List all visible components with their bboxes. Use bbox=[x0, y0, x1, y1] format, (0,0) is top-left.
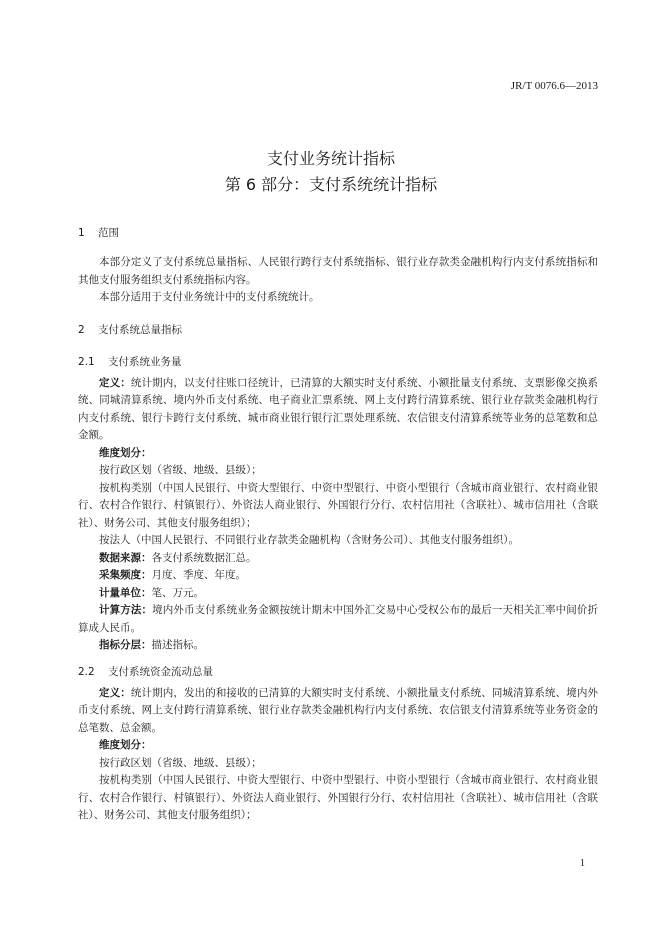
dimension-institution: 按机构类别（中国人民银行、中资大型银行、中资中型银行、中资小型银行（含城市商业银行、农村商业银行、农村合作银行、村镇银行）、外资法人商业银行、外国银行分行、农村信用社（含联社）、城市信用社（含联社）、财务公司、其他支付服务组织）； bbox=[78, 774, 598, 821]
dimension-institution: 按机构类别（中国人民银行、中资大型银行、中资中型银行、中资小型银行（含城市商业银行、农村商业银行、农村合作银行、村镇银行）、外资法人商业银行、外国银行分行、农村信用社（含联社）、城市信用社（含联社）、财务公司、其他支付服务组织）； bbox=[78, 481, 598, 529]
indicator-level bbox=[78, 637, 598, 655]
document-subtitle: 第 6 部分：支付系统统计指标 bbox=[224, 175, 438, 194]
calculation-method-text: 境内外币支付系统业务金额按统计期末中国外汇交易中心受权公布的最后一天相关汇率中间价折算成人民币。 bbox=[78, 604, 599, 634]
document-body bbox=[78, 226, 598, 825]
scope-paragraph-2: 本部分适用于支付业务统计中的支付系统统计。 bbox=[99, 291, 320, 303]
scope-paragraph-1: 本部分定义了支付系统总量指标、人民银行跨行支付系统指标、银行业存款类金融机构行内支付系统指标和其他支付服务组织支付系统指标内容。 bbox=[78, 256, 598, 286]
section-number: 1 bbox=[78, 227, 85, 239]
definition-paragraph bbox=[78, 375, 598, 445]
measurement-unit-label: 计量单位： bbox=[99, 586, 152, 599]
definition-text: 统计期内，发出的和接收的已清算的大额实时支付系统、小额批量支付系统、同城清算系统、境内外币支付系统、网上支付跨行清算系统、银行业存款类金融机构行内支付系统、农信银支付清算系统等业务资金的总笔数、总金额。 bbox=[78, 686, 598, 734]
section-2-heading bbox=[78, 323, 598, 337]
section-title: 范围 bbox=[98, 227, 119, 239]
dimension-legal: 按法人（中国人民银行、不同银行业存款类金融机构（含财务公司）、其他支付服务组织）。 bbox=[99, 534, 519, 546]
dimension-label: 维度划分： bbox=[99, 739, 152, 751]
collection-frequency-text: 月度、季度、年度。 bbox=[151, 569, 246, 581]
definition-paragraph bbox=[78, 685, 598, 738]
document-title: 支付业务统计指标 bbox=[266, 149, 395, 168]
indicator-level-text: 描述指标。 bbox=[151, 639, 204, 651]
definition-label: 定义： bbox=[99, 686, 131, 699]
dimension-label-line bbox=[78, 737, 598, 755]
section-1-heading bbox=[78, 226, 598, 240]
page-number: 1 bbox=[580, 858, 585, 869]
standard-code: JR/T 0076.6—2013 bbox=[510, 80, 598, 92]
calculation-method bbox=[78, 602, 598, 637]
dimension-label: 维度划分： bbox=[99, 446, 152, 459]
dimension-label-line bbox=[78, 445, 598, 463]
section-title: 支付系统业务量 bbox=[108, 355, 182, 368]
calculation-method-label: 计算方法： bbox=[99, 604, 153, 616]
dimension-region: 按行政区划（省级、地级、县级）； bbox=[99, 464, 262, 476]
measurement-unit bbox=[78, 585, 598, 603]
section-title: 支付系统总量指标 bbox=[98, 323, 182, 336]
data-source bbox=[78, 550, 598, 568]
measurement-unit-text: 笔、万元。 bbox=[151, 586, 204, 599]
collection-frequency bbox=[78, 567, 598, 585]
section-number: 2 bbox=[78, 323, 85, 336]
data-source-label: 数据来源： bbox=[99, 551, 152, 564]
definition-text: 统计期内，以支付往账口径统计，已清算的大额实时支付系统、小额批量支付系统、支票影像交换系统、同城清算系统、境内外币支付系统、电子商业汇票系统、网上支付跨行清算系统、银行业存款类金融机构行内支付系统、银行卡跨行支付系统、城市商业银行银行汇票处理系统、农信银支付清算系统等业务的总笔数和总金额。 bbox=[78, 376, 598, 441]
section-title: 支付系统资金流动总量 bbox=[108, 665, 213, 678]
indicator-level-label: 指标分层： bbox=[99, 639, 152, 651]
section-number: 2.2 bbox=[78, 665, 95, 678]
definition-label: 定义： bbox=[99, 376, 131, 389]
data-source-text: 各支付系统数据汇总。 bbox=[151, 551, 257, 564]
section-2-2-heading bbox=[78, 665, 598, 679]
section-2-1-heading bbox=[78, 355, 598, 369]
section-number: 2.1 bbox=[78, 355, 95, 368]
collection-frequency-label: 采集频度： bbox=[99, 569, 152, 581]
dimension-region: 按行政区划（省级、地级、县级）； bbox=[99, 756, 262, 769]
